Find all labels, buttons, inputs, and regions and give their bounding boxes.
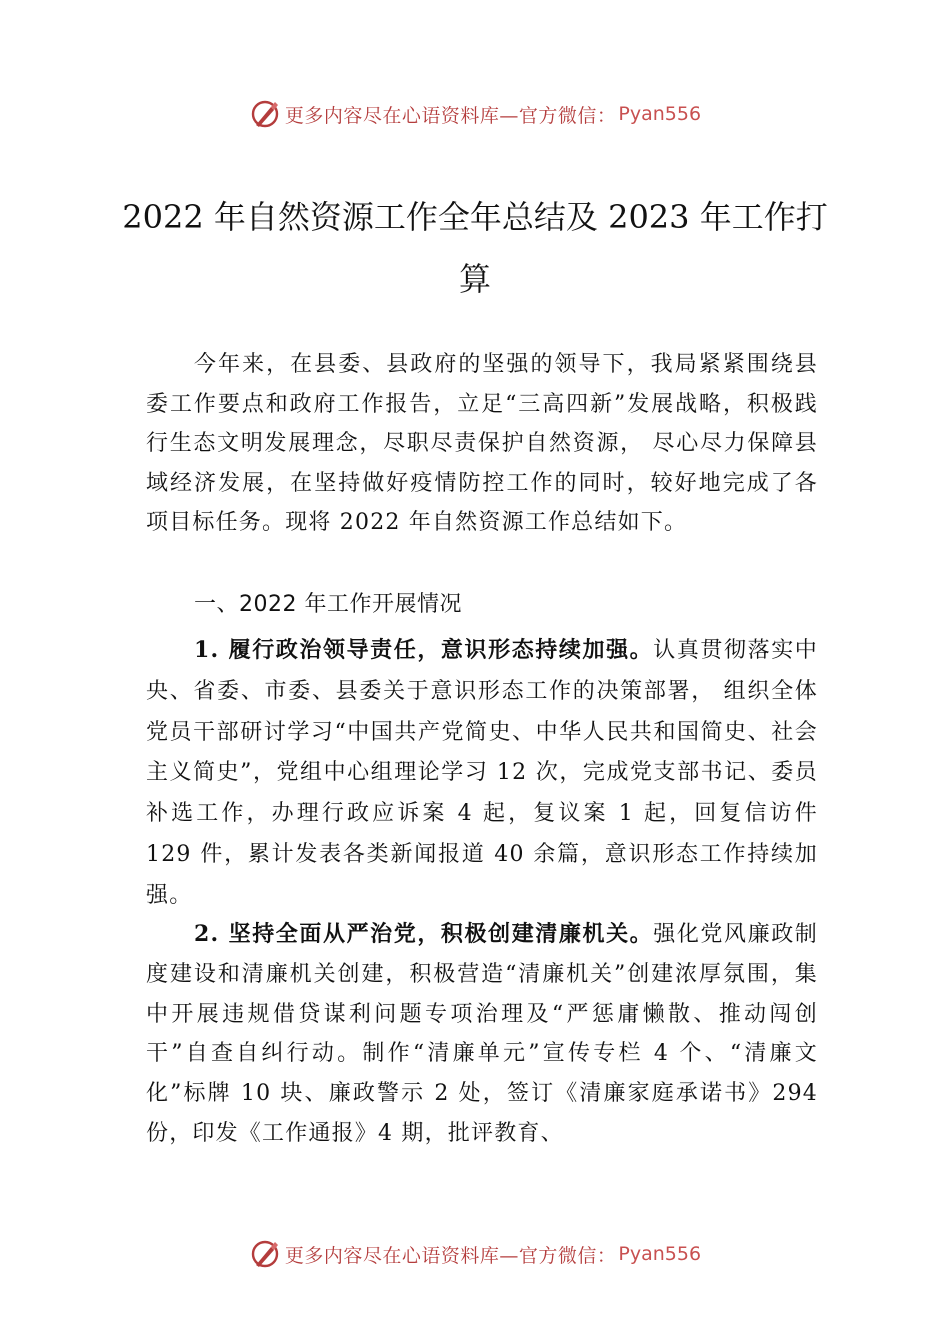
section-heading-1: 一、2022 年工作开展情况 <box>194 592 462 617</box>
pen-logo-icon <box>249 1238 281 1270</box>
header-watermark-banner <box>0 94 950 134</box>
item-1-body: 认真贯彻落实中央、省委、市委、县委关于意识形态工作的决策部署， 组织全体党员干部研讨学习“中国共产党简史、中华人民共和国简史、社会主义简史”，党组中心组理论学习 12 次，完成党支部书记、委员补选工作，办理行政应诉案 4 起，复议案 1 起，回复信访件 129 件，累计发表各类新闻报道 40 余篇，意识形态工作持续加强。 <box>146 638 818 908</box>
banner-wechat-id: Pyan556 <box>618 103 702 125</box>
banner-text: 更多内容尽在心语资料库—官方微信： <box>284 104 617 127</box>
item-1-lead: 1. 履行政治领导责任，意识形态持续加强。 <box>194 637 654 663</box>
footer-watermark-banner <box>0 1234 950 1274</box>
banner-text: 更多内容尽在心语资料库—官方微信： <box>284 1244 617 1267</box>
document-title: 2022 年自然资源工作全年总结及 2023 年工作打算 <box>122 198 828 298</box>
intro-paragraph: 今年来，在县委、县政府的坚强的领导下，我局紧紧围绕县委工作要点和政府工作报告，立足“三高四新”发展战略，积极践行生态文明发展理念，尽职尽责保护自然资源， 尽心尽力保障县域经济发展，在坚持做好疫情防控工作的同时，较好地完成了各项目标任务。现将 2022 年自然资源工作总结如下。 <box>146 352 818 536</box>
pen-logo-icon <box>249 98 281 130</box>
item-2-body: 强化党风廉政制度建设和清廉机关创建，积极营造“清廉机关”创建浓厚氛围，集中开展违规借贷谋利问题专项治理及“严惩庸懒散、推动闯创干”自查自纠行动。制作“清廉单元”宣传专栏 4 个、“清廉文化”标牌 10 块、廉政警示 2 处，签订《清廉家庭承诺书》294 份，印发《工作通报》4 期，批评教育、 <box>146 922 818 1146</box>
item-2-paragraph <box>146 915 818 1154</box>
item-2-lead: 2. 坚持全面从严治党，积极创建清廉机关。 <box>194 921 654 947</box>
banner-wechat-id: Pyan556 <box>618 1243 702 1265</box>
item-1-paragraph <box>146 630 818 917</box>
